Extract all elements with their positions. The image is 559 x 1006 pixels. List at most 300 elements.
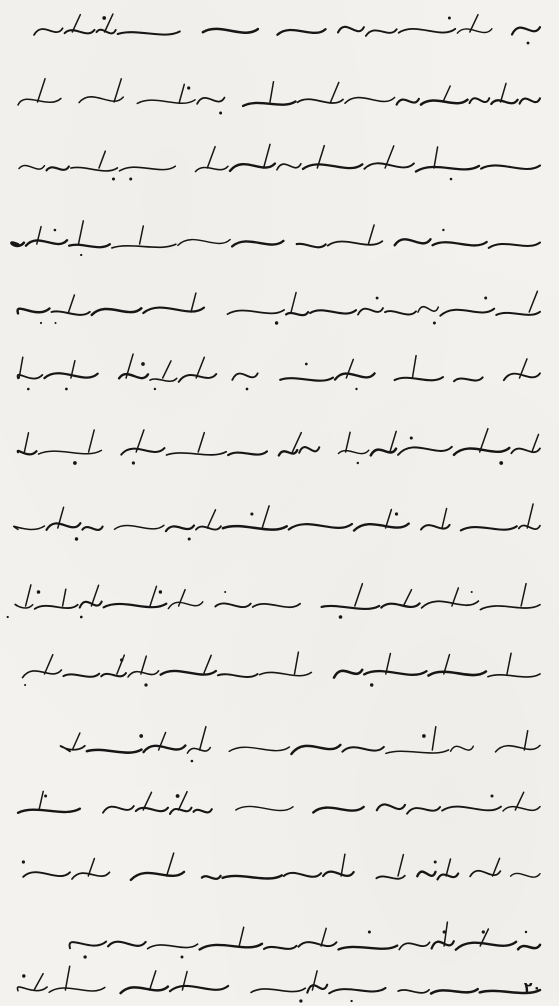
ink-stroke <box>323 872 354 876</box>
ink-dot <box>376 297 379 300</box>
ink-stroke <box>200 944 262 950</box>
ink-ascender <box>89 430 95 452</box>
ink-ascender <box>480 429 488 452</box>
ink-ascender <box>69 295 75 312</box>
ink-dot <box>434 861 437 864</box>
ink-stroke <box>284 873 321 877</box>
ink-stroke <box>18 309 50 314</box>
ink-ascender <box>72 733 80 750</box>
ink-stroke <box>297 244 326 248</box>
ink-stroke <box>310 310 356 313</box>
ink-stroke <box>398 990 429 993</box>
ink-stroke <box>399 29 456 33</box>
ink-stroke <box>35 605 78 609</box>
ink-stroke <box>17 987 47 991</box>
ink-stroke <box>69 244 110 247</box>
ink-stroke <box>232 373 257 380</box>
handwritten-line <box>10 924 548 962</box>
ink-ascender <box>163 361 171 378</box>
ink-stroke <box>335 373 375 379</box>
ink-stroke <box>364 163 414 169</box>
ink-ascender <box>403 590 411 606</box>
handwritten-line <box>10 584 548 622</box>
handwriting-strokes <box>10 10 548 48</box>
ink-stroke <box>395 239 431 245</box>
handwritten-line <box>10 10 548 48</box>
ink-stroke <box>307 985 327 993</box>
ink-stroke <box>417 872 435 877</box>
ink-stroke <box>456 942 516 950</box>
handwriting-strokes <box>10 728 548 766</box>
ink-dot <box>120 658 123 661</box>
ink-dot <box>499 461 503 465</box>
ink-stroke <box>322 606 380 609</box>
ink-ascender <box>264 144 270 168</box>
ink-ascender <box>63 589 66 606</box>
ink-ascender <box>368 225 374 244</box>
ink-stroke <box>376 876 404 879</box>
ink-stroke <box>228 310 285 314</box>
ink-stroke <box>260 672 312 675</box>
ink-dot <box>525 931 527 933</box>
ink-ascender <box>26 585 31 606</box>
ink-dot <box>181 956 184 959</box>
ink-dot <box>433 322 436 325</box>
ink-dot <box>355 388 357 390</box>
ink-ascender <box>39 791 43 810</box>
ink-stroke <box>148 944 198 949</box>
ink-stroke <box>168 602 203 609</box>
ink-stroke <box>103 806 134 813</box>
ink-stroke <box>39 450 102 454</box>
ink-stroke <box>218 674 258 677</box>
ink-stroke <box>72 872 110 879</box>
ink-stroke <box>381 603 419 607</box>
ink-stroke <box>339 946 398 950</box>
ink-stroke <box>232 241 283 247</box>
ink-stroke <box>385 311 416 314</box>
ink-ascender <box>179 792 188 810</box>
ink-dot <box>112 177 115 180</box>
ink-stroke <box>277 29 325 35</box>
handwriting-strokes <box>10 788 548 826</box>
ink-ascender <box>432 727 436 750</box>
ink-stroke <box>518 945 540 949</box>
ink-ascender <box>91 585 98 606</box>
ink-ascender <box>65 966 69 990</box>
ink-stroke <box>223 875 282 878</box>
ink-dot <box>176 794 180 798</box>
ink-stroke <box>338 27 364 33</box>
ink-ascender <box>527 504 533 528</box>
ink-stroke <box>407 807 440 814</box>
ink-dot <box>80 616 83 619</box>
ink-stroke <box>470 98 490 103</box>
ink-stroke <box>433 242 487 245</box>
ink-stroke <box>342 747 383 752</box>
ink-ascender <box>262 506 269 528</box>
ink-stroke <box>279 450 297 455</box>
ink-stroke <box>418 307 438 312</box>
ink-stroke <box>432 941 454 948</box>
ink-stroke <box>511 448 540 453</box>
ink-stroke <box>329 988 385 993</box>
handwriting-strokes <box>10 924 548 962</box>
ink-stroke <box>23 670 62 678</box>
handwritten-line <box>10 80 548 118</box>
ink-stroke <box>128 671 159 677</box>
ink-dot <box>75 537 78 540</box>
handwriting-strokes <box>10 652 548 690</box>
ink-stroke <box>229 747 289 751</box>
ink-stroke <box>358 308 383 315</box>
ink-stroke <box>167 452 227 455</box>
ink-stroke <box>313 807 364 813</box>
ink-stroke <box>15 604 33 608</box>
ink-stroke <box>519 525 540 529</box>
ink-stroke <box>386 750 449 754</box>
ink-stroke <box>87 750 142 753</box>
ink-stroke <box>121 987 168 994</box>
ink-stroke <box>454 448 509 455</box>
ink-stroke <box>299 447 319 453</box>
handwritten-line <box>10 290 548 328</box>
ink-stroke <box>236 806 293 810</box>
ink-dot <box>144 683 147 686</box>
ink-dot <box>159 590 162 593</box>
ink-ascender <box>239 927 244 946</box>
ink-dot <box>83 955 86 958</box>
ink-dot <box>395 512 398 515</box>
ink-dot <box>141 362 145 366</box>
ink-ascender <box>331 82 339 102</box>
ink-stroke <box>298 99 344 103</box>
ink-ascender <box>346 432 351 452</box>
ink-stroke <box>504 373 540 380</box>
ink-ascender <box>355 584 363 606</box>
ink-ascender <box>443 86 450 102</box>
ink-stroke <box>18 809 80 813</box>
ink-stroke <box>104 604 167 608</box>
ink-stroke <box>438 874 459 880</box>
ink-ascender <box>167 853 174 876</box>
ink-ascender <box>141 656 146 674</box>
ink-dot <box>129 178 132 181</box>
ink-ascender <box>45 655 53 674</box>
ink-stroke <box>397 99 419 105</box>
ink-stroke <box>18 375 43 379</box>
ink-dot <box>44 795 47 798</box>
ink-stroke <box>431 989 478 993</box>
ink-stroke <box>112 244 176 248</box>
handwriting-strokes <box>10 356 548 394</box>
ink-dot <box>65 388 68 391</box>
ink-stroke <box>251 988 305 992</box>
ink-stroke <box>131 872 184 880</box>
ink-stroke <box>63 674 99 677</box>
handwriting-strokes <box>10 80 548 118</box>
ink-stroke <box>416 166 479 172</box>
ink-dot <box>448 17 451 20</box>
ink-stroke <box>170 808 192 814</box>
handwritten-line <box>10 652 548 690</box>
ink-dot <box>410 436 413 439</box>
ink-stroke <box>92 308 142 315</box>
ink-stroke <box>195 166 228 171</box>
ink-stroke <box>34 28 63 35</box>
ink-ascender <box>207 147 215 168</box>
ink-stroke <box>161 671 216 675</box>
ink-stroke <box>488 674 540 677</box>
ink-ascender <box>34 974 43 990</box>
ink-dot <box>224 591 226 593</box>
ink-stroke <box>108 942 146 947</box>
ink-dot <box>246 388 249 391</box>
ink-ascender <box>412 356 416 378</box>
ink-ascender <box>179 84 184 102</box>
ink-dot <box>275 321 278 324</box>
ink-stroke <box>364 671 426 675</box>
ink-dot <box>450 178 453 181</box>
ink-dot <box>187 86 190 89</box>
ink-ascender <box>24 433 28 452</box>
ink-ascender <box>434 147 438 168</box>
ink-dot <box>54 229 57 232</box>
ink-stroke <box>303 164 363 169</box>
ink-dot <box>527 42 530 45</box>
ink-stroke <box>115 525 164 529</box>
ink-stroke <box>371 449 396 456</box>
ink-stroke <box>119 374 148 378</box>
ink-ascender <box>117 655 124 674</box>
ink-stroke <box>489 243 540 248</box>
ink-dot <box>132 461 135 464</box>
ink-stroke <box>442 807 501 811</box>
ink-stroke <box>291 745 340 754</box>
ink-ascender <box>386 510 392 529</box>
handwritten-line <box>10 968 548 1006</box>
ink-stroke <box>71 167 118 170</box>
handwriting-strokes <box>10 506 548 544</box>
ink-stroke <box>345 98 395 104</box>
ink-stroke <box>70 942 107 949</box>
ink-dot <box>482 930 485 933</box>
handwritten-line <box>10 146 548 184</box>
ink-stroke <box>137 100 195 104</box>
ink-stroke <box>429 672 486 676</box>
ink-stroke <box>299 942 337 947</box>
ink-ascender <box>79 221 84 244</box>
ink-dot <box>443 930 446 933</box>
ink-stroke <box>187 748 210 754</box>
ink-dot <box>80 254 82 256</box>
ink-stroke <box>377 804 405 810</box>
ink-ascender <box>207 510 215 528</box>
ink-dot <box>191 760 194 763</box>
page-number: ۲۰ <box>523 980 541 996</box>
ink-stroke <box>143 308 204 313</box>
ink-ascender <box>521 584 526 606</box>
ink-ascender <box>442 509 447 529</box>
handwritten-line <box>10 728 548 766</box>
ink-stroke <box>47 167 69 171</box>
ink-ascender <box>524 731 527 750</box>
ink-stroke <box>119 166 175 171</box>
ink-stroke <box>194 809 212 812</box>
ink-ascender <box>529 291 537 312</box>
ink-stroke <box>454 377 483 381</box>
ink-stroke <box>144 746 186 753</box>
ink-ascender <box>99 151 105 168</box>
ink-stroke <box>18 451 37 454</box>
ink-ascender <box>398 855 403 876</box>
ink-ascender <box>38 79 46 102</box>
ink-dot <box>73 461 77 465</box>
ink-stroke <box>398 447 452 455</box>
ink-ascender <box>341 854 345 876</box>
handwriting-strokes <box>10 290 548 328</box>
ink-stroke <box>338 450 368 453</box>
ink-ascender <box>444 922 447 946</box>
ink-stroke <box>166 526 194 532</box>
ink-stroke <box>26 240 67 246</box>
ink-stroke <box>422 601 479 608</box>
ink-stroke <box>11 242 24 245</box>
ink-ascender <box>507 653 511 674</box>
handwriting-strokes <box>10 854 548 892</box>
handwriting-strokes <box>10 584 548 622</box>
handwritten-line <box>10 506 548 544</box>
ink-stroke <box>47 523 81 530</box>
ink-dot <box>305 363 308 366</box>
ink-dot <box>22 860 25 863</box>
ink-stroke <box>451 746 474 751</box>
ink-dot <box>154 388 156 390</box>
ink-stroke <box>202 876 221 879</box>
ink-dot <box>37 590 41 594</box>
ink-dot <box>102 16 106 20</box>
ink-stroke <box>228 451 267 455</box>
ink-dot <box>442 229 444 231</box>
ink-ascender <box>150 971 156 990</box>
ink-ascender <box>140 226 144 244</box>
ink-ascender <box>501 83 506 102</box>
ink-stroke <box>197 98 224 104</box>
ink-stroke <box>118 32 180 35</box>
ink-dot <box>139 734 143 738</box>
ink-ascender <box>321 928 326 946</box>
ink-ascender <box>470 15 478 32</box>
ink-dot <box>188 537 191 540</box>
ink-dot <box>27 388 30 391</box>
ink-stroke <box>503 807 540 811</box>
ink-stroke <box>511 873 540 877</box>
ink-dot <box>422 734 426 738</box>
ink-stroke <box>457 29 492 33</box>
ink-dot <box>368 931 371 934</box>
ink-ascender <box>88 859 94 877</box>
ink-stroke <box>496 312 540 315</box>
ink-stroke <box>264 946 297 949</box>
ink-ascender <box>446 859 450 876</box>
ink-stroke <box>150 378 177 381</box>
ink-ascender <box>198 433 204 452</box>
ink-stroke <box>280 378 333 381</box>
ink-ascender <box>114 79 121 102</box>
ink-ascender <box>105 14 113 32</box>
ink-stroke <box>253 604 300 608</box>
ink-ascender <box>182 972 187 991</box>
ink-stroke <box>277 164 301 170</box>
ink-ascender <box>295 652 299 674</box>
handwritten-line <box>10 854 548 892</box>
ink-dot <box>370 683 373 686</box>
ink-ascender <box>196 357 204 378</box>
ink-ascender <box>291 293 296 313</box>
ink-stroke <box>23 872 70 877</box>
ink-dot <box>250 512 253 515</box>
ink-stroke <box>399 942 429 949</box>
ink-stroke <box>215 603 250 607</box>
ink-dot <box>24 684 26 686</box>
ink-ascender <box>270 82 274 102</box>
handwriting-strokes <box>10 430 548 468</box>
ink-stroke <box>136 808 168 811</box>
ink-stroke <box>82 527 102 530</box>
ink-stroke <box>481 165 540 169</box>
ink-dot <box>491 795 494 798</box>
handwritten-line <box>10 430 548 468</box>
ink-stroke <box>79 97 123 103</box>
ink-dot <box>40 322 42 324</box>
ink-dot <box>350 1000 352 1002</box>
ink-stroke <box>203 29 258 33</box>
ink-stroke <box>101 673 126 676</box>
ink-dot <box>54 322 56 324</box>
ink-stroke <box>440 309 494 316</box>
ink-dot <box>339 615 343 619</box>
ink-stroke <box>170 986 228 991</box>
ink-stroke <box>491 100 517 104</box>
ink-stroke <box>52 311 90 315</box>
ink-dot <box>7 616 9 618</box>
ink-stroke <box>334 670 362 678</box>
ink-stroke <box>178 240 230 246</box>
ink-stroke <box>395 377 443 380</box>
ink-stroke <box>286 312 308 315</box>
ink-stroke <box>366 29 397 36</box>
ink-stroke <box>328 241 383 245</box>
ink-stroke <box>421 525 450 530</box>
handwriting-strokes <box>10 222 548 260</box>
ink-ascender <box>150 586 157 606</box>
ink-stroke <box>512 27 540 34</box>
handwritten-line <box>10 356 548 394</box>
ink-dot <box>22 974 25 977</box>
ink-ascender <box>532 434 539 452</box>
ink-stroke <box>470 871 500 877</box>
ink-stroke <box>496 745 541 752</box>
ink-stroke <box>223 526 287 530</box>
ink-stroke <box>230 164 275 171</box>
ink-dot <box>357 462 359 464</box>
ink-ascender <box>204 655 212 674</box>
ink-stroke <box>289 524 352 530</box>
ink-stroke <box>354 524 409 531</box>
ink-stroke <box>49 987 105 992</box>
handwriting-strokes <box>10 146 548 184</box>
ink-stroke <box>18 99 61 105</box>
